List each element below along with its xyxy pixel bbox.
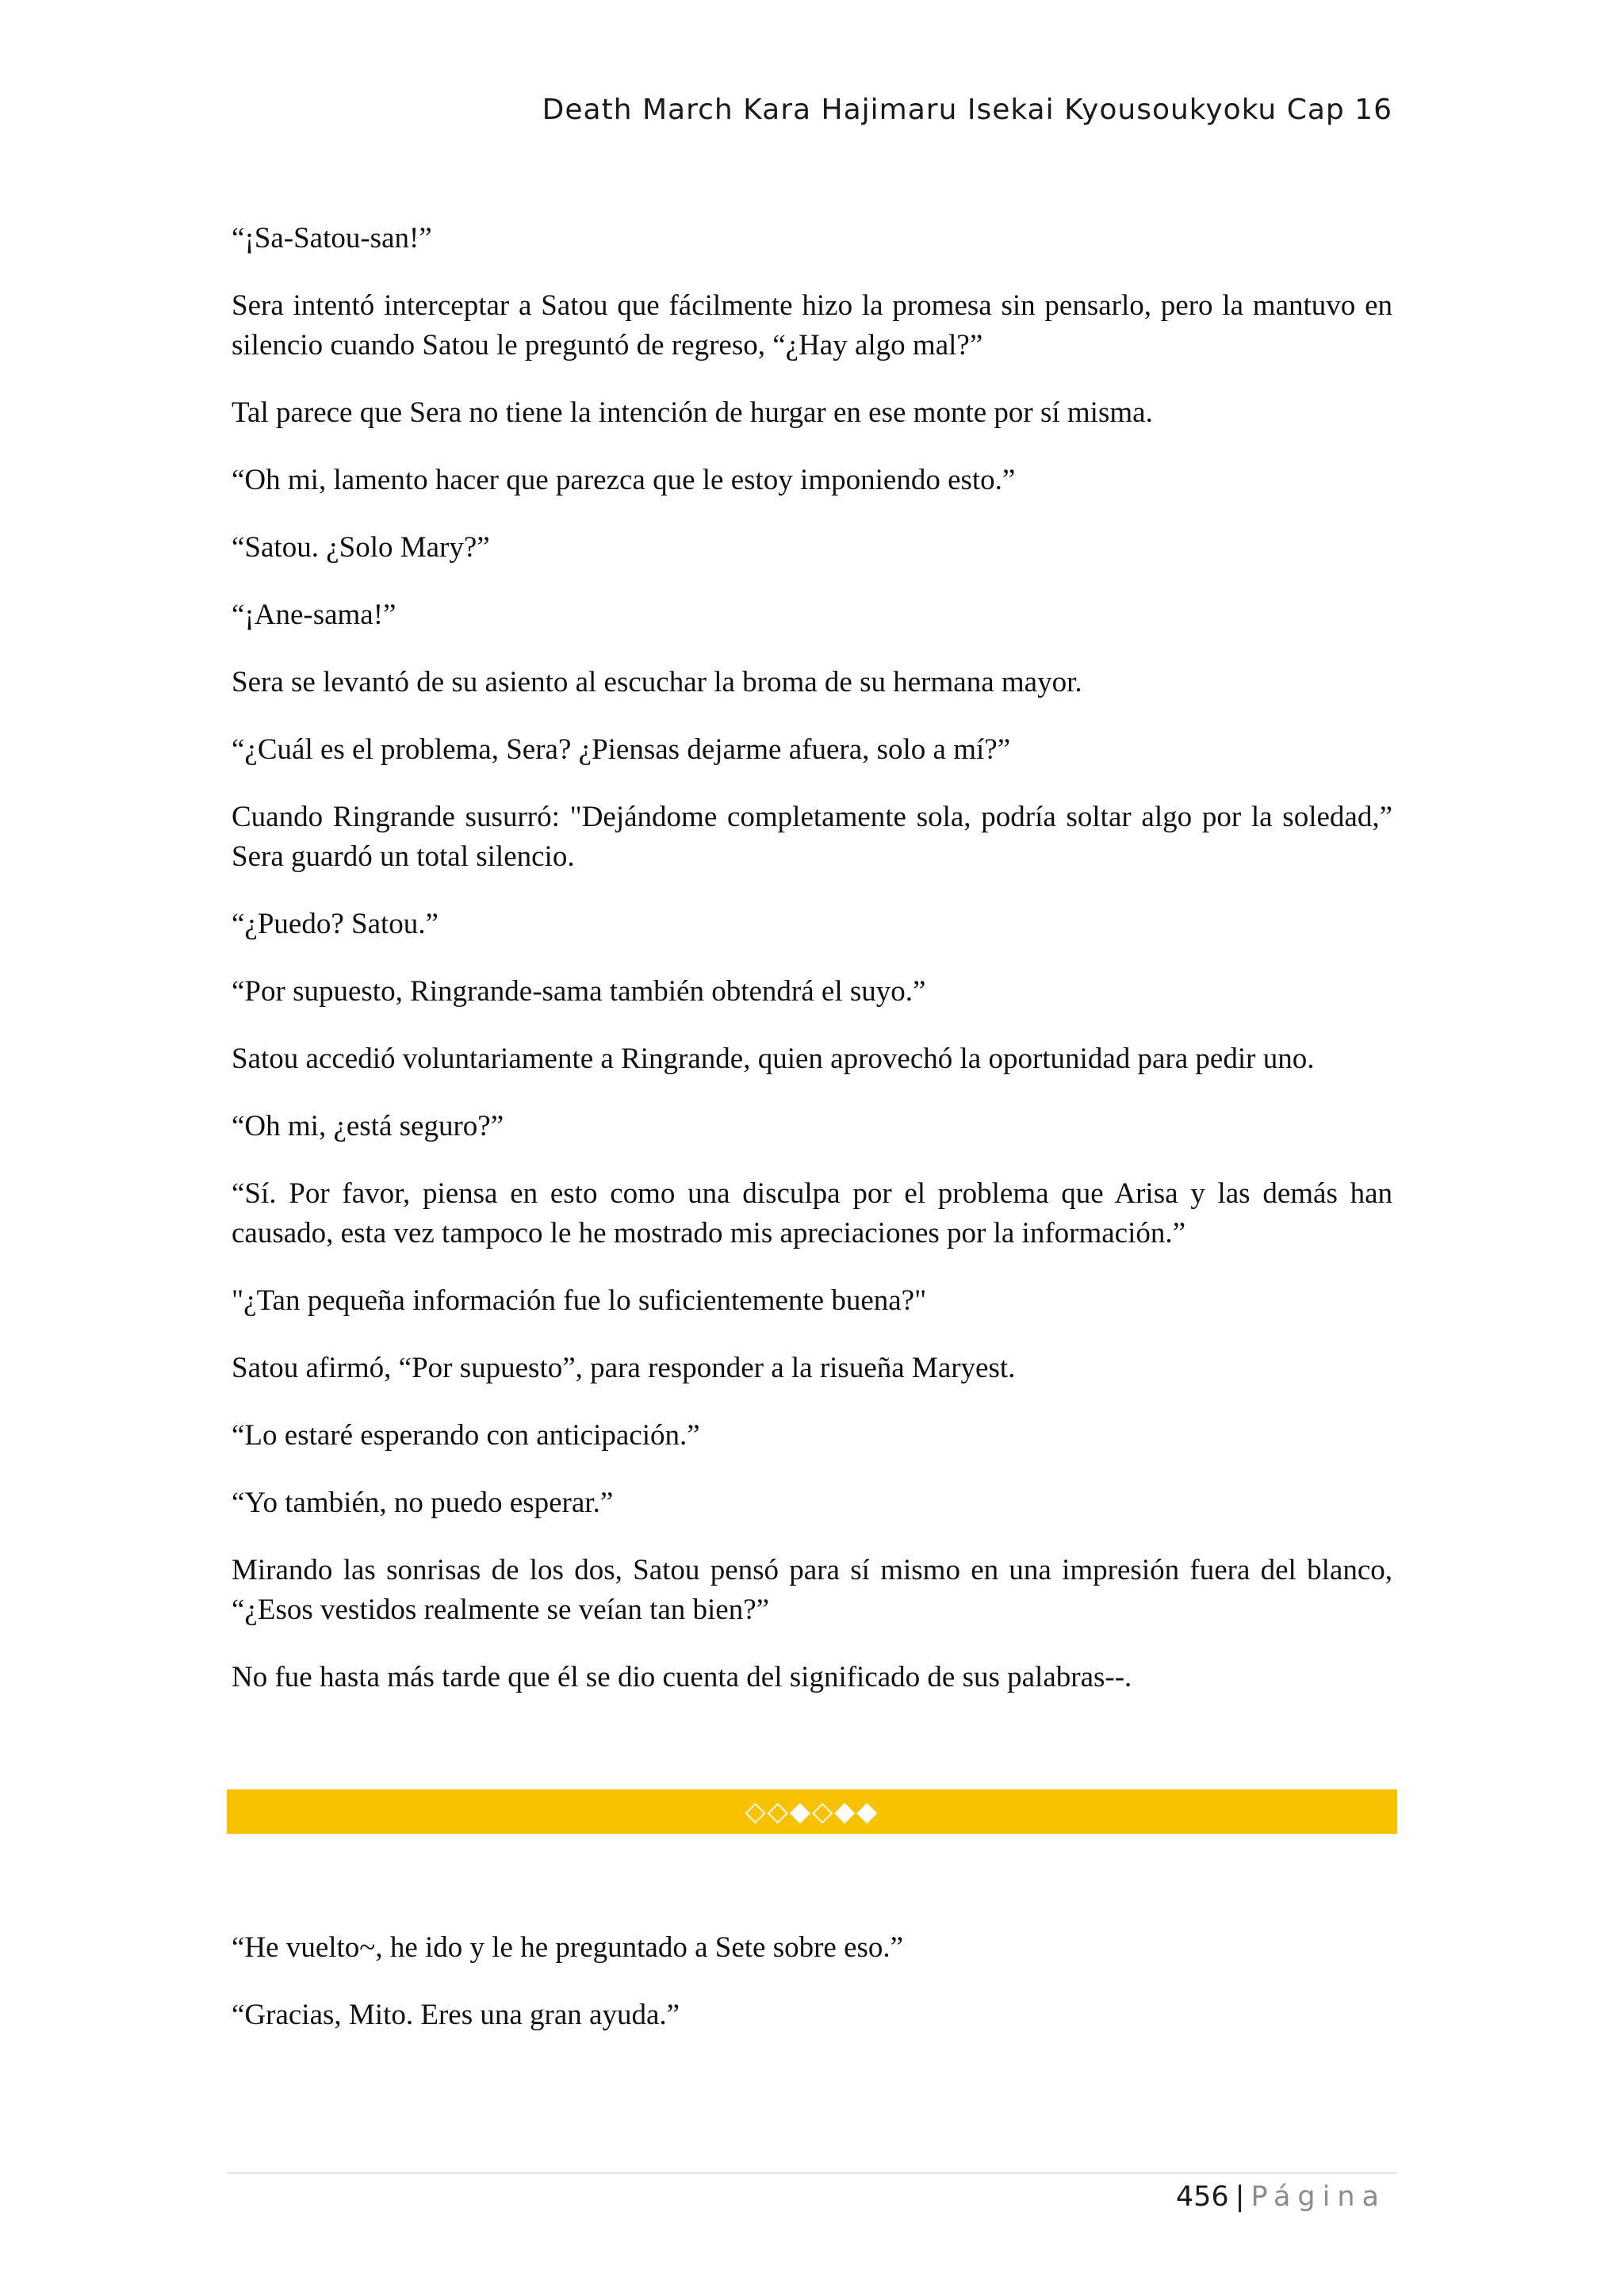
paragraph: “Por supuesto, Ringrande-sama también obtendrá el suyo.”	[232, 975, 926, 1008]
paragraph: “¡Ane-sama!”	[232, 599, 396, 631]
page-header-title: Death March Kara Hajimaru Isekai Kyousoukyoku Cap 16	[542, 94, 1392, 126]
paragraph: “Gracias, Mito. Eres una gran ayuda.”	[232, 1999, 680, 2031]
paragraph: “Oh mi, lamento hacer que parezca que le estoy imponiendo esto.”	[232, 464, 1016, 496]
page-number: 456	[1175, 2181, 1229, 2213]
paragraph: “He vuelto~, he ido y le he preguntado a Sete sobre eso.”	[232, 1931, 904, 1964]
body-text-section	[232, 219, 1392, 1697]
paragraph: Sera intentó interceptar a Satou que fácilmente hizo la promesa sin pensarlo, pero la mantuvo en silencio cuando Satou le preguntó de regreso, “¿Hay algo mal?”	[232, 289, 1392, 362]
page-label: Página	[1251, 2181, 1386, 2213]
body-text-section-after	[232, 1928, 1392, 2063]
paragraph: “Yo también, no puedo esperar.”	[232, 1487, 614, 1519]
paragraph: Satou afirmó, “Por supuesto”, para responder a la risueña Maryest.	[232, 1352, 1016, 1384]
paragraph: “Oh mi, ¿está seguro?”	[232, 1110, 504, 1142]
footer-divider	[227, 2172, 1397, 2174]
footer-separator: |	[1235, 2181, 1245, 2213]
paragraph: No fue hasta más tarde que él se dio cuenta del significado de sus palabras--.	[232, 1661, 1132, 1693]
scene-separator-bar	[227, 1789, 1397, 1834]
diamond-divider-icon: ◇◇◆◇◆◆	[745, 1796, 879, 1827]
paragraph: “¿Puedo? Satou.”	[232, 908, 439, 940]
paragraph: "¿Tan pequeña información fue lo suficientemente buena?"	[232, 1284, 927, 1317]
page-footer	[1176, 2177, 1386, 2217]
paragraph: Tal parece que Sera no tiene la intención de hurgar en ese monte por sí misma.	[232, 396, 1153, 429]
paragraph: Mirando las sonrisas de los dos, Satou pensó para sí mismo en una impresión fuera del blanco, “¿Esos vestidos realmente se veían tan bien?”	[232, 1554, 1392, 1626]
paragraph: “¡Sa-Satou-san!”	[232, 222, 432, 254]
paragraph: Sera se levantó de su asiento al escuchar la broma de su hermana mayor.	[232, 666, 1082, 698]
paragraph: “Sí. Por favor, piensa en esto como una disculpa por el problema que Arisa y las demás han causado, esta vez tampoco le he mostrado mis apreciaciones por la información.”	[232, 1177, 1392, 1249]
paragraph: “Satou. ¿Solo Mary?”	[232, 531, 490, 564]
paragraph: Satou accedió voluntariamente a Ringrande, quien aprovechó la oportunidad para pedir uno.	[232, 1043, 1315, 1075]
paragraph: Cuando Ringrande susurró: "Dejándome completamente sola, podría soltar algo por la soledad,” Sera guardó un total silencio.	[232, 801, 1392, 873]
paragraph: “¿Cuál es el problema, Sera? ¿Piensas dejarme afuera, solo a mí?”	[232, 733, 1011, 766]
paragraph: “Lo estaré esperando con anticipación.”	[232, 1419, 700, 1452]
